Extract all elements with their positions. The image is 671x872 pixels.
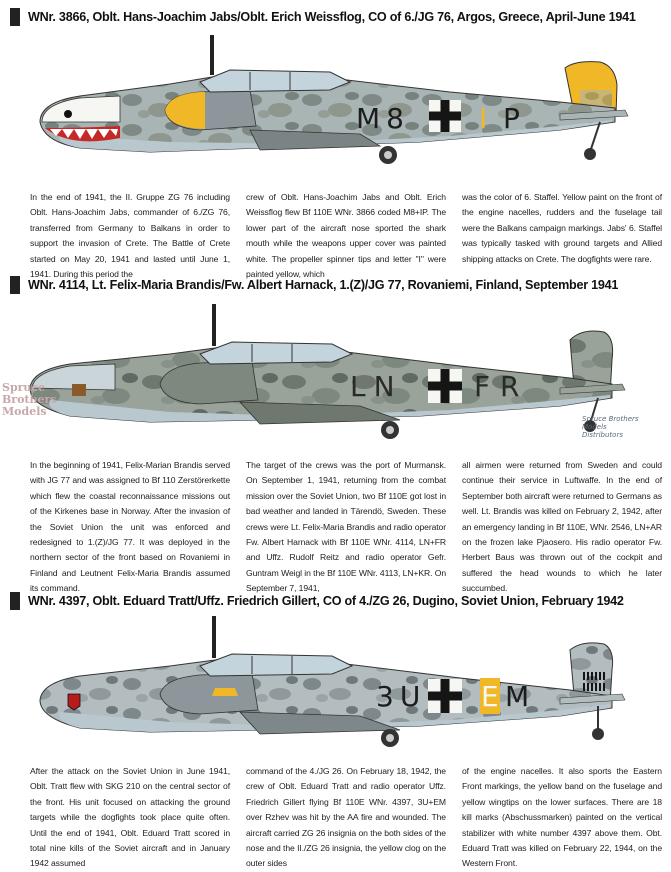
- aircraft-profile-3866: [0, 30, 671, 170]
- section-title: WNr. 4114, Lt. Felix-Maria Brandis/Fw. Albert Harnack, 1.(Z)/JG 77, Rovaniemi, Finland, September 1941: [28, 278, 619, 292]
- section-heading: [10, 274, 618, 296]
- aircraft-profile-4397: [0, 614, 671, 754]
- section-title: WNr. 3866, Oblt. Hans-Joachim Jabs/Oblt. Erich Weissflog, CO of 6./JG 76, Argos, Greece, April-June 1941: [28, 10, 636, 24]
- description-columns: [30, 190, 662, 282]
- column-2: The target of the crews was the port of Murmansk. On September 1, 1941, returning from the combat mission over the Soviet Union, two Bf 110E got lost in bad weather and landed in Tärendö, Sweden. These crews were Lt. Felix-Maria Brandis and radio operator Fw. Albert Harnack with Bf 110E WNr. 4114, LN+FR and Uffz. Rudolf Reitz and radio operator Gefr. Guntram Weigl in the Bf 110E WNr. 4113, LN+KR. On September 7, 1941,: [246, 460, 446, 594]
- code-mid: I: [479, 102, 488, 135]
- description-columns: [30, 764, 662, 872]
- code-left: 3U: [376, 680, 427, 713]
- section-title: WNr. 4397, Oblt. Eduard Tratt/Uffz. Friedrich Gillert, CO of 4./ZG 26, Dugino, Soviet Union, February 1942: [28, 594, 624, 608]
- heading-bar-icon: [10, 8, 20, 26]
- column-2: crew of Oblt. Hans-Joachim Jabs and Oblt. Erich Weissflog flew Bf 110E WNr. 3866 coded M8+IP. The lower part of the aircraft nose sported the shark mouth while the weapons upper cover was painted white. The propeller spinner tips and letter "I" were painted yellow, which: [246, 192, 446, 280]
- description-columns: [30, 458, 662, 597]
- code-left: LN: [350, 370, 403, 403]
- watermark-left: Spruce Brothers Models: [2, 381, 57, 418]
- code-mid: E: [481, 680, 499, 713]
- section-heading: [10, 590, 624, 612]
- column-2: command of the 4./JG 26. On February 18, 1942, the crew of Oblt. Eduard Tratt and radio operator Uffz. Friedrich Gillert flying Bf 110E WNr. 4397, 3U+EM over Rzhev was hit by the AA fire and wounded. The aircraft carried ZG 26 insignia on the both sides of the nose and the II./ZG 26 insignia, the yellow clog on the outer sides: [246, 766, 446, 869]
- column-3: all airmen were returned from Sweden and could continue their service in Luftwaffe. In the end of September both aircraft were returned to Germans as well. Lt. Brandis was killed on February 2, 1942, after an emergency landing in Bf 110E, WNr. 2546, LN+AR on the frozen lake Pjaosero. His radio operator Fw. Herbert Baus was thrown out of the cockpit and suffered the head wounds to which he later succumbed.: [462, 460, 662, 594]
- column-3: was the color of 6. Staffel. Yellow paint on the front of the engine nacelles, rudders and the fuselage tail were the Balkans campaign markings. Jabs' 6. Staffel was typically tasked with ground targets and Allied shipping attacks on Crete. The dogfights were rare.: [462, 192, 662, 264]
- section-heading: [10, 6, 636, 28]
- column-1: In the end of 1941, the II. Gruppe ZG 76 including Oblt. Hans-Joachim Jabs, commander of 6./ZG 76, transferred from Germany to Balkans in order to support the invasion of Crete. The Battle of Crete started on May 20, 1941 and lasted until June 1, 1941. During this period the: [30, 192, 230, 280]
- watermark-right: Spruce Brothers Models Distributors: [582, 415, 639, 439]
- column-1: In the beginning of 1941, Felix-Marian Brandis served with JG 77 and was assigned to Bf 110 Zerstörerkette which flew the coastal reconnaissance missions out of the Kirkenes base in Norway. After the invasion of the Soviet Union the unit was enforced and redesigned to 1.(Z)/JG 77. It was deployed in the northern sector of the front based on Rovaniemi in Finland and Leutnent Felix-Maria Brandis assumed its command.: [30, 460, 230, 594]
- code-right: P: [503, 102, 520, 135]
- heading-bar-icon: [10, 276, 20, 294]
- code-mid: F: [474, 370, 491, 403]
- aircraft-profile-4114: [0, 300, 671, 448]
- code-right: M: [505, 680, 530, 713]
- code-left: M8: [356, 102, 410, 135]
- column-3: of the engine nacelles. It also sports the Eastern Front markings, the yellow band on the fuselage and yellow wingtips on the lower surfaces. There are 18 kill marks (Abschussmarken) painted on the vertical stabilizer with white number 4397 above them. Obt. Eduard Tratt was killed on February 22, 1944, on the Western Front.: [462, 766, 662, 869]
- heading-bar-icon: [10, 592, 20, 610]
- code-right: R: [500, 370, 520, 403]
- column-1: After the attack on the Soviet Union in June 1941, Oblt. Tratt flew with SKG 210 on the central sector of the front. His unit focused on attacking the ground targets while the dogfights took place quite often. Until the end of 1941, Oblt. Eduard Tratt scored in total nine kills of the Soviet aircraft and in January 1942 assumed: [30, 766, 230, 869]
